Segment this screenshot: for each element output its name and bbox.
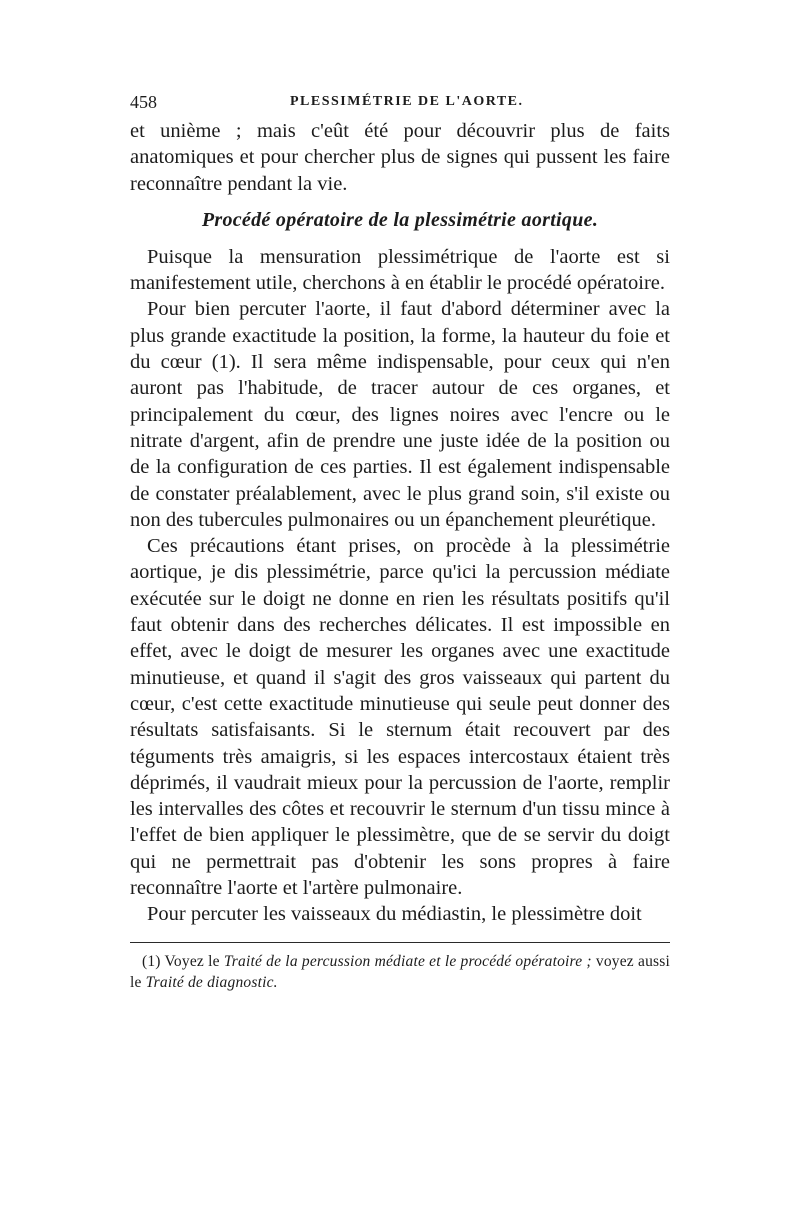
paragraph: Puisque la mensuration plessimétrique de l'aorte est si manifestement utile, cherchons à en établir le procédé opératoire.: [130, 245, 670, 295]
paragraph: Pour percuter les vaisseaux du médiastin, le plessimètre doit: [147, 903, 642, 926]
footnote-title: Traité de diagnostic.: [145, 973, 278, 991]
running-title: PLESSIMÉTRIE DE L'AORTE.: [290, 94, 524, 109]
section-heading: Procédé opératoire de la plessimétrie aortique.: [201, 208, 599, 231]
footnote-divider: [130, 942, 670, 943]
footnote: [130, 951, 670, 993]
footnote-title: Traité de la percussion médiate et le procédé opératoire ;: [223, 952, 592, 970]
paragraph: Pour bien percuter l'aorte, il faut d'abord déterminer avec la plus grande exactitude la position, la forme, la hauteur du foie et du cœur (1). Il sera même indispensable, pour ceux qui n'en auront pas l'habitude, de tracer autour de ces organes, et principalement du cœur, des lignes noires avec l'encre ou le nitrate d'argent, afin de prendre une juste idée de la position ou de la configuration de ces parties. Il est également indispensable de constater préalablement, avec le plus grand soin, s'il existe ou non des tubercules pulmonaires ou un épanchement pleurétique.: [130, 298, 670, 531]
footnote-text: Voyez le: [164, 952, 224, 970]
paragraph: Ces précautions étant prises, on procède à la plessimétrie aortique, je dis plessimétrie, parce qu'ici la percussion médiate exécutée sur le doigt ne donne en rien les résultats positifs qu'il faut obtenir dans des recherches délicates. Il est impossible en effet, avec le doigt de mesurer les organes avec une exactitude minutieuse, et quand il s'agit des gros vaisseaux qui partent du cœur, c'est cette exactitude minutieuse qui seule peut donner des résultats satisfaisants. Si le sternum était recouvert par des téguments très amaigris, si les espaces intercostaux étaient très déprimés, il vaudrait mieux pour la percussion de l'aorte, remplir les intervalles des côtes et recouvrir le sternum d'un tissu mince à l'effet de bien appliquer le plessimètre, que de se servir du doigt qui ne permettrait pas d'obtenir les sons propres à faire reconnaître l'aorte et l'artère pulmonaire.: [130, 535, 670, 900]
page-number: 458: [130, 92, 157, 112]
book-page: [130, 92, 670, 993]
running-head: [130, 92, 670, 118]
footnote-text: voyez aussi le: [130, 952, 671, 991]
footnote-marker: (1): [142, 952, 161, 970]
paragraph-continuation: et unième ; mais c'eût été pour découvrir plus de faits anatomiques et pour chercher plus de signes qui pussent les faire reconnaître pendant la vie.: [130, 120, 670, 195]
